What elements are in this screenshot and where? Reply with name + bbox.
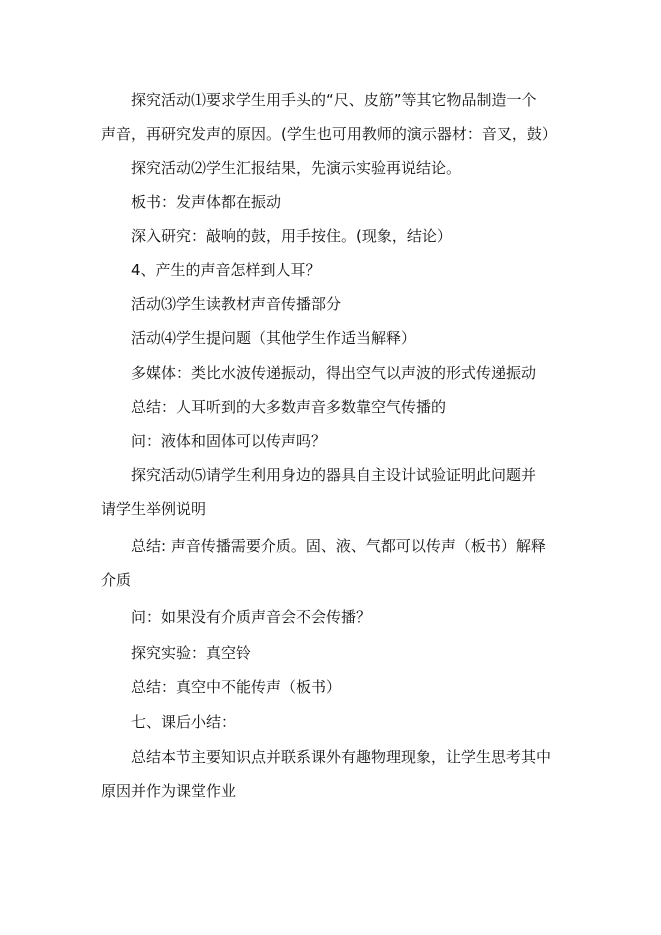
paragraph-line: 探究活动⑴要求学生用手头的“尺、皮筋”等其它物品制造一个 bbox=[131, 91, 537, 109]
paragraph-activity-1 bbox=[101, 83, 571, 151]
paragraph-line: 总结: 声音传播需要介质。固、液、气都可以传声（板书）解释 bbox=[131, 537, 546, 555]
paragraph-line: 活动⑶学生读教材声音传播部分 bbox=[131, 295, 342, 313]
paragraph-experiment-vacuum bbox=[101, 636, 571, 670]
paragraph-line: 请学生举例说明 bbox=[101, 500, 207, 518]
paragraph-line: 探究活动⑸请学生利用身边的器具自主设计试验证明此问题并 bbox=[131, 466, 537, 484]
paragraph-activity-4 bbox=[101, 321, 571, 355]
paragraph-line: 声音，再研究发声的原因。(学生也可用教师的演示器材：音叉，鼓） bbox=[101, 125, 557, 143]
paragraph-question-no-medium bbox=[101, 600, 571, 634]
paragraph-line: 板书：发声体都在振动 bbox=[131, 193, 282, 211]
paragraph-line: 总结：人耳听到的大多数声音多数靠空气传播的 bbox=[131, 398, 447, 416]
paragraph-blackboard-1 bbox=[101, 185, 571, 219]
paragraph-deep-study bbox=[101, 219, 571, 253]
paragraph-line: 多媒体：类比水波传递振动，得出空气以声波的形式传递振动 bbox=[131, 364, 537, 382]
paragraph-activity-5 bbox=[101, 458, 571, 526]
paragraph-line: 探究实验：真空铃 bbox=[131, 644, 252, 662]
paragraph-line: 原因并作为课堂作业 bbox=[101, 782, 237, 800]
section-heading-summary bbox=[101, 705, 571, 739]
paragraph-line: 问：液体和固体可以传声吗？ bbox=[131, 432, 327, 450]
paragraph-question-liquid bbox=[101, 424, 571, 458]
paragraph-line: 七、课后小结： bbox=[131, 713, 237, 731]
paragraph-activity-3 bbox=[101, 287, 571, 321]
paragraph-homework bbox=[101, 740, 571, 808]
paragraph-line: 探究活动⑵学生汇报结果，先演示实验再说结论。 bbox=[131, 159, 462, 177]
paragraph-activity-2 bbox=[101, 151, 571, 185]
paragraph-question-4 bbox=[101, 253, 571, 287]
paragraph-line: 介质 bbox=[101, 571, 132, 589]
paragraph-summary-medium bbox=[101, 529, 571, 597]
paragraph-line: 问：如果没有介质声音会不会传播？ bbox=[131, 608, 372, 626]
paragraph-line: 深入研究：敲响的鼓，用手按住。(现象，结论） bbox=[131, 227, 452, 245]
paragraph-line: 总结：真空中不能传声（板书） bbox=[131, 678, 342, 696]
paragraph-line: 4、产生的声音怎样到人耳？ bbox=[131, 261, 321, 279]
paragraph-line: 活动⑷学生提问题（其他学生作适当解释） bbox=[131, 329, 417, 347]
paragraph-summary-air bbox=[101, 390, 571, 424]
paragraph-line: 总结本节主要知识点并联系课外有趣物理现象，让学生思考其中 bbox=[131, 748, 552, 766]
paragraph-multimedia bbox=[101, 356, 571, 390]
paragraph-summary-vacuum bbox=[101, 670, 571, 704]
